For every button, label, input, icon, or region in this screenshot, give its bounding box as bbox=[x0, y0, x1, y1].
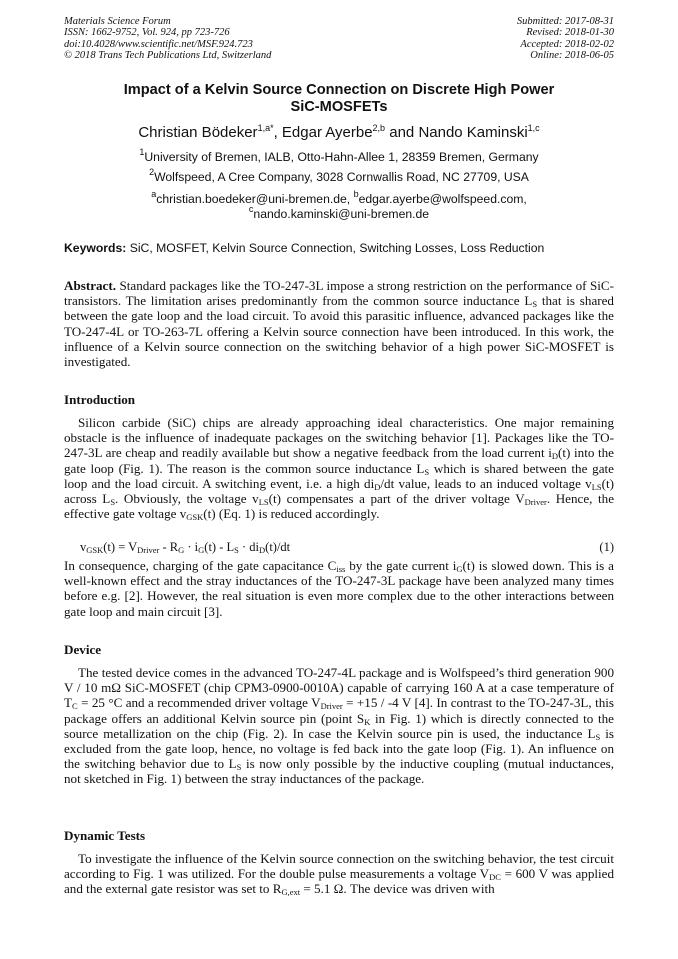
keywords-label: Keywords: bbox=[64, 241, 127, 255]
author-2: Edgar Ayerbe bbox=[281, 124, 373, 141]
abstract-label: Abstract. bbox=[64, 278, 116, 293]
affiliation-text: Wolfspeed, A Cree Company, 3028 Cornwallis Road, NC 27709, USA bbox=[154, 170, 529, 184]
subscript: S bbox=[236, 762, 242, 773]
eq-term: v bbox=[80, 540, 87, 554]
subscript: LS bbox=[591, 481, 602, 492]
text: by the gate current i bbox=[345, 558, 457, 573]
author-emails bbox=[64, 189, 614, 221]
publication-dates bbox=[517, 16, 614, 62]
eq-term: · di bbox=[238, 540, 260, 554]
text: = 25 °C and a recommended driver voltage V bbox=[77, 695, 321, 711]
affiliation-text: University of Bremen, IALB, Otto-Hahn-Allee 1, 28359 Bremen, Germany bbox=[144, 150, 539, 164]
author-3: Nando Kaminski bbox=[418, 124, 528, 141]
doi-line: doi:10.4028/www.scientific.net/MSF.924.723 bbox=[64, 38, 253, 50]
author-3-affil: 1,c bbox=[527, 123, 540, 133]
title-line-1: Impact of a Kelvin Source Connection on Discrete High Power bbox=[123, 82, 555, 98]
email-a[interactable]: christian.boedeker@uni-bremen.de, bbox=[156, 192, 354, 206]
text: In consequence, charging of the gate capacitance C bbox=[64, 558, 337, 573]
text: = 5.1 Ω. The device was driven with bbox=[300, 881, 495, 897]
dynamic-tests-paragraph bbox=[64, 851, 614, 897]
text: (t) is slowed down. This is a well-known effect and the stray inductances of the TO-247-3L package have been analyzed many times before e.g. [2]. However, the real situation is even more complex due to the other interactions between gate loop and main circuit [3]. bbox=[64, 558, 614, 619]
subscript: K bbox=[364, 716, 371, 727]
text: /dt value, leads to an induced voltage v bbox=[380, 475, 592, 491]
keywords-text: SiC, MOSFET, Kelvin Source Connection, Switching Losses, Loss Reduction bbox=[126, 241, 545, 255]
subscript: S bbox=[424, 466, 430, 477]
text: . Obviously, the voltage v bbox=[115, 491, 259, 507]
text: Silicon carbide (SiC) chips are already approaching ideal characteristics. One major remaining obstacle is the influence of inadequate packages on the switching behavior [1]. Packages like the TO-247-3L are cheap and readily available but show a negative feedback from the load current i bbox=[64, 415, 614, 461]
subscript: Driver bbox=[524, 497, 547, 508]
subscript: D bbox=[374, 481, 381, 492]
text: To investigate the influence of the Kelvin source connection on the switching behavior, the test circuit according to Fig. 1 was utilized. For the double pulse measurements a voltage V bbox=[64, 851, 614, 882]
section-heading-device: Device bbox=[64, 642, 102, 657]
issn-line: ISSN: 1662-9752, Vol. 924, pp 723-726 bbox=[64, 27, 230, 39]
journal-name: Materials Science Forum bbox=[64, 16, 171, 27]
author-list bbox=[64, 124, 614, 141]
section-heading-dynamic-tests: Dynamic Tests bbox=[64, 828, 146, 843]
email-marker: a bbox=[151, 189, 157, 199]
text: (t) compensates a part of the driver voltage V bbox=[268, 491, 525, 507]
author-separator: , bbox=[273, 124, 282, 141]
affiliation-marker: 1 bbox=[139, 147, 145, 157]
author-separator: and bbox=[385, 124, 419, 141]
paper-title bbox=[64, 82, 614, 116]
revised-date: Revised: 2018-01-30 bbox=[526, 27, 614, 39]
text: The tested device comes in the advanced TO-247-4L package and is Wolfspeed’s third generation 900 V / 10 mΩ SiC-MOSFET (chip CPM3-0900-0010A) capable of carrying 160 A at a case temperature of T bbox=[64, 665, 614, 711]
journal-info bbox=[64, 16, 271, 62]
subscript: DC bbox=[489, 872, 501, 883]
text: = +15 / -4 V [4]. In contrast to the TO-247-3L, this package offers an additional Kelvin source pin (point S bbox=[64, 695, 615, 726]
subscript: Driver bbox=[320, 701, 343, 712]
text: (t) (Eq. 1) is reduced accordingly. bbox=[203, 506, 380, 522]
email-marker: c bbox=[248, 203, 254, 214]
text: is now only possible by the inductive coupling (mutual inductances, not sketched in Fig. 1) between the stray inductances of the package. bbox=[64, 756, 614, 787]
equation-1 bbox=[80, 540, 614, 555]
subscript: S bbox=[110, 497, 116, 508]
keywords bbox=[64, 241, 614, 255]
subscript: S bbox=[234, 545, 239, 555]
subscript: G bbox=[456, 564, 463, 574]
subscript: D bbox=[259, 545, 266, 555]
text: (t) across L bbox=[64, 475, 614, 507]
abstract-text: Standard packages like the TO-247-3L impose a strong restriction on the performance of SiC-transistors. The limitation arises predominantly from the common source inductance L bbox=[64, 278, 614, 309]
consequence-paragraph bbox=[64, 558, 614, 619]
subscript: G bbox=[198, 545, 205, 555]
text: is excluded from the gate loop, hence, no voltage is fed back into the gate loop (Fig. 1). An influence on the switching behavior due to L bbox=[64, 725, 614, 772]
introduction-paragraph bbox=[64, 415, 614, 521]
eq-term: · i bbox=[184, 540, 199, 554]
author-1-affil: 1,a* bbox=[257, 123, 274, 133]
eq-term: (t)/dt bbox=[265, 540, 291, 554]
accepted-date: Accepted: 2018-02-02 bbox=[520, 38, 614, 50]
eq-term: (t) - L bbox=[204, 540, 235, 554]
device-paragraph bbox=[64, 665, 614, 787]
copyright-line: © 2018 Trans Tech Publications Ltd, Switzerland bbox=[64, 50, 272, 62]
subscript: S bbox=[532, 299, 538, 310]
affiliation-1 bbox=[64, 147, 614, 165]
subscript: GSK bbox=[186, 512, 204, 523]
text: in Fig. 1) which is directly connected to the source metallization on the chip (Fig. 2). In case the Kelvin source pin is used, the inductance L bbox=[64, 710, 614, 741]
submitted-date: Submitted: 2017-08-31 bbox=[516, 16, 614, 27]
text: . Hence, the effective gate voltage v bbox=[64, 491, 615, 522]
author-1: Christian Bödeker bbox=[138, 124, 258, 141]
subscript: iss bbox=[336, 564, 346, 574]
subscript: G bbox=[178, 545, 185, 555]
subscript: C bbox=[72, 701, 78, 712]
abstract-text: that is shared between the gate loop and the load circuit. To avoid this parasitic influence, advanced packages like the TO-247-4L or TO-263-7L offering a Kelvin source connection have been introduced. In this work, the influence of a Kelvin source connection on the switching behavior of a high power SiC-MOSFET is investigated. bbox=[64, 293, 614, 370]
text: which is shared between the gate loop and the load circuit. A switching event, i.e. a high di bbox=[64, 460, 614, 491]
author-2-affil: 2,b bbox=[372, 123, 386, 133]
eq-term: - R bbox=[159, 540, 179, 554]
text: = 600 V was applied and the external gate resistor was set to R bbox=[64, 866, 614, 897]
email-b[interactable]: edgar.ayerbe@wolfspeed.com, bbox=[358, 192, 527, 206]
abstract bbox=[64, 278, 614, 369]
subscript: G,ext bbox=[281, 887, 301, 898]
subscript: S bbox=[595, 731, 601, 742]
affiliation-2 bbox=[64, 167, 614, 185]
equation-number: (1) bbox=[599, 540, 614, 554]
subscript: GSK bbox=[86, 545, 104, 555]
email-c[interactable]: nando.kaminski@uni-bremen.de bbox=[253, 206, 430, 221]
online-date: Online: 2018-06-05 bbox=[530, 50, 614, 62]
email-marker: b bbox=[353, 189, 359, 199]
text: (t) into the gate loop (Fig. 1). The reason is the common source inductance L bbox=[64, 445, 614, 476]
subscript: D bbox=[551, 451, 559, 462]
subscript: LS bbox=[258, 497, 269, 508]
affiliation-marker: 2 bbox=[149, 167, 155, 177]
section-heading-introduction: Introduction bbox=[64, 392, 136, 407]
eq-term: (t) = V bbox=[103, 540, 138, 554]
title-line-2: SiC-MOSFETs bbox=[290, 99, 388, 115]
subscript: Driver bbox=[137, 545, 160, 555]
